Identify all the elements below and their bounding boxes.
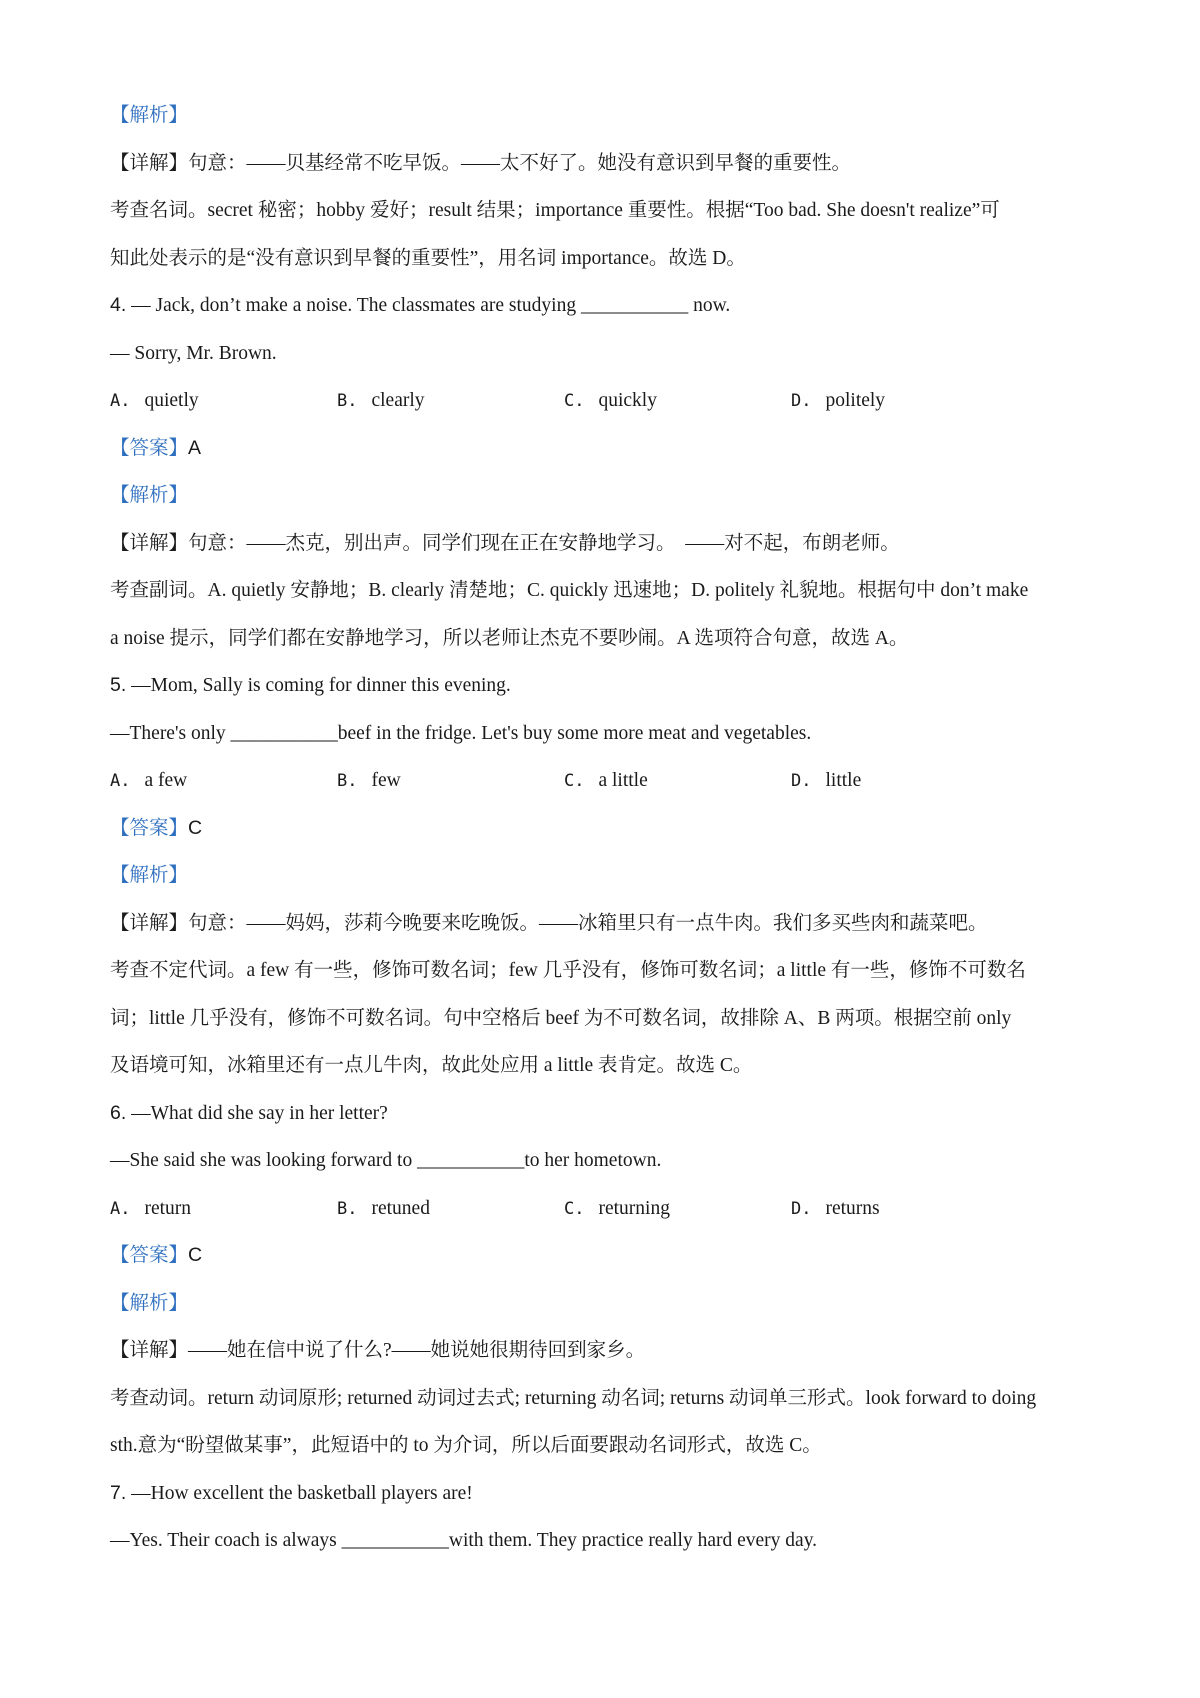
text-line: a noise 提示，同学们都在安静地学习，所以老师让杰克不要吵闹。A 选项符合句意，故选 A。 bbox=[110, 627, 909, 649]
option-text: retuned bbox=[371, 1197, 430, 1219]
question-number: 4. bbox=[110, 294, 127, 316]
text-line: sth.意为“盼望做某事”，此短语中的 to 为介词，所以后面要跟动名词形式，故选 C。 bbox=[110, 1435, 822, 1456]
option bbox=[337, 1185, 430, 1234]
option bbox=[564, 377, 657, 426]
text-line: —Yes. Their coach is always ___________with them. They practice really hard every day. bbox=[110, 1530, 818, 1551]
option bbox=[791, 377, 885, 426]
answer-value: A bbox=[188, 436, 202, 459]
question-text: —Mom, Sally is coming for dinner this evening. bbox=[131, 675, 511, 696]
analysis-heading bbox=[110, 1280, 1100, 1328]
question-line bbox=[110, 282, 1100, 330]
option-letter: C. bbox=[564, 1198, 585, 1219]
question-line bbox=[110, 1090, 1100, 1138]
analysis-heading bbox=[110, 472, 1100, 520]
option bbox=[564, 1185, 670, 1234]
answer-line bbox=[110, 1232, 1100, 1280]
option-letter: C. bbox=[564, 771, 585, 791]
text-line: —She said she was looking forward to ___________to her hometown. bbox=[110, 1150, 662, 1171]
options-row bbox=[110, 757, 1100, 805]
analysis-heading bbox=[110, 852, 1100, 900]
text-line: 【详解】句意：——杰克，别出声。同学们现在正在安静地学习。 ——对不起，布朗老师。 bbox=[110, 532, 900, 554]
text-line: 及语境可知，冰箱里还有一点儿牛肉，故此处应用 a little 表肯定。故选 C。 bbox=[110, 1055, 753, 1076]
option-text: politely bbox=[825, 390, 886, 411]
question-text: —How excellent the basketball players are! bbox=[131, 1482, 473, 1504]
option-text: little bbox=[825, 770, 862, 791]
text-line: 知此处表示的是“没有意识到早餐的重要性”，用名词 importance。故选 D。 bbox=[110, 247, 746, 269]
text-line: 【详解】句意：——贝基经常不吃早饭。——太不好了。她没有意识到早餐的重要性。 bbox=[110, 152, 852, 174]
option bbox=[564, 757, 648, 806]
option bbox=[337, 757, 401, 806]
answer-label: 【答案】 bbox=[110, 1245, 189, 1266]
answer-line bbox=[110, 425, 1100, 473]
question-number: 7. bbox=[110, 1481, 127, 1504]
answer-label: 【答案】 bbox=[110, 817, 189, 839]
answer-label: 【答案】 bbox=[110, 437, 189, 459]
answer-value: C bbox=[188, 816, 203, 839]
option-text: quickly bbox=[598, 390, 657, 411]
option bbox=[791, 757, 861, 806]
text-line: 考查名词。secret 秘密；hobby 爱好；result 结果；importance 重要性。根据“Too bad. She doesn't realize”可 bbox=[110, 200, 1000, 221]
option-letter: B. bbox=[337, 391, 358, 411]
question-text: — Jack, don’t make a noise. The classmates are studying ___________ now. bbox=[131, 295, 731, 316]
question-text: —What did she say in her letter? bbox=[131, 1102, 388, 1124]
analysis-label: 【解析】 bbox=[110, 105, 189, 126]
text-line: 考查副词。A. quietly 安静地；B. clearly 清楚地；C. quickly 迅速地；D. politely 礼貌地。根据句中 don’t make bbox=[110, 580, 1029, 601]
options-row bbox=[110, 377, 1100, 425]
option-letter: D. bbox=[791, 1198, 812, 1219]
analysis-label: 【解析】 bbox=[110, 865, 189, 886]
option-text: quietly bbox=[144, 390, 199, 411]
option bbox=[110, 377, 199, 426]
analysis-label: 【解析】 bbox=[110, 485, 189, 506]
question-line bbox=[110, 1470, 1100, 1518]
option-letter: A. bbox=[110, 391, 131, 411]
option-text: returns bbox=[825, 1197, 880, 1219]
option bbox=[791, 1185, 880, 1234]
text-line: 考查动词。return 动词原形; returned 动词过去式; returning 动名词; returns 动词单三形式。look forward to doing bbox=[110, 1387, 1037, 1409]
option-text: returning bbox=[598, 1197, 670, 1219]
option-letter: D. bbox=[791, 391, 812, 411]
document-content bbox=[110, 92, 1100, 1565]
option-text: a little bbox=[598, 770, 648, 791]
text-line: —There's only ___________beef in the fridge. Let's buy some more meat and vegetables. bbox=[110, 722, 812, 744]
option bbox=[110, 757, 187, 806]
answer-value: C bbox=[188, 1244, 203, 1266]
option-letter: A. bbox=[110, 1198, 131, 1219]
option-text: return bbox=[144, 1197, 192, 1219]
option-letter: A. bbox=[110, 771, 131, 791]
analysis-label: 【解析】 bbox=[110, 1292, 189, 1314]
option-text: clearly bbox=[371, 390, 425, 411]
question-line bbox=[110, 662, 1100, 710]
option-letter: B. bbox=[337, 1198, 358, 1219]
option-text: a few bbox=[144, 770, 188, 791]
answer-line bbox=[110, 805, 1100, 853]
text-line: 【详解】句意：——妈妈，莎莉今晚要来吃晚饭。——冰箱里只有一点牛肉。我们多买些肉和蔬菜吧。 bbox=[110, 912, 988, 934]
document-page bbox=[110, 92, 1100, 1565]
option-letter: B. bbox=[337, 771, 358, 791]
text-line: 考查不定代词。a few 有一些，修饰可数名词；few 几乎没有，修饰可数名词；a little 有一些，修饰不可数名 bbox=[110, 960, 1026, 981]
option-letter: C. bbox=[564, 391, 585, 411]
option-text: few bbox=[371, 770, 401, 791]
option bbox=[110, 1185, 191, 1234]
option-letter: D. bbox=[791, 771, 812, 791]
question-number: 5. bbox=[110, 674, 127, 696]
text-line: 【详解】——她在信中说了什么?——她说她很期待回到家乡。 bbox=[110, 1340, 646, 1361]
options-row bbox=[110, 1185, 1100, 1233]
question-number: 6. bbox=[110, 1101, 127, 1124]
analysis-heading bbox=[110, 92, 1100, 140]
option bbox=[337, 377, 425, 426]
text-line: — Sorry, Mr. Brown. bbox=[110, 342, 277, 364]
text-line: 词；little 几乎没有，修饰不可数名词。句中空格后 beef 为不可数名词，故排除 A、B 两项。根据空前 only bbox=[110, 1007, 1012, 1029]
